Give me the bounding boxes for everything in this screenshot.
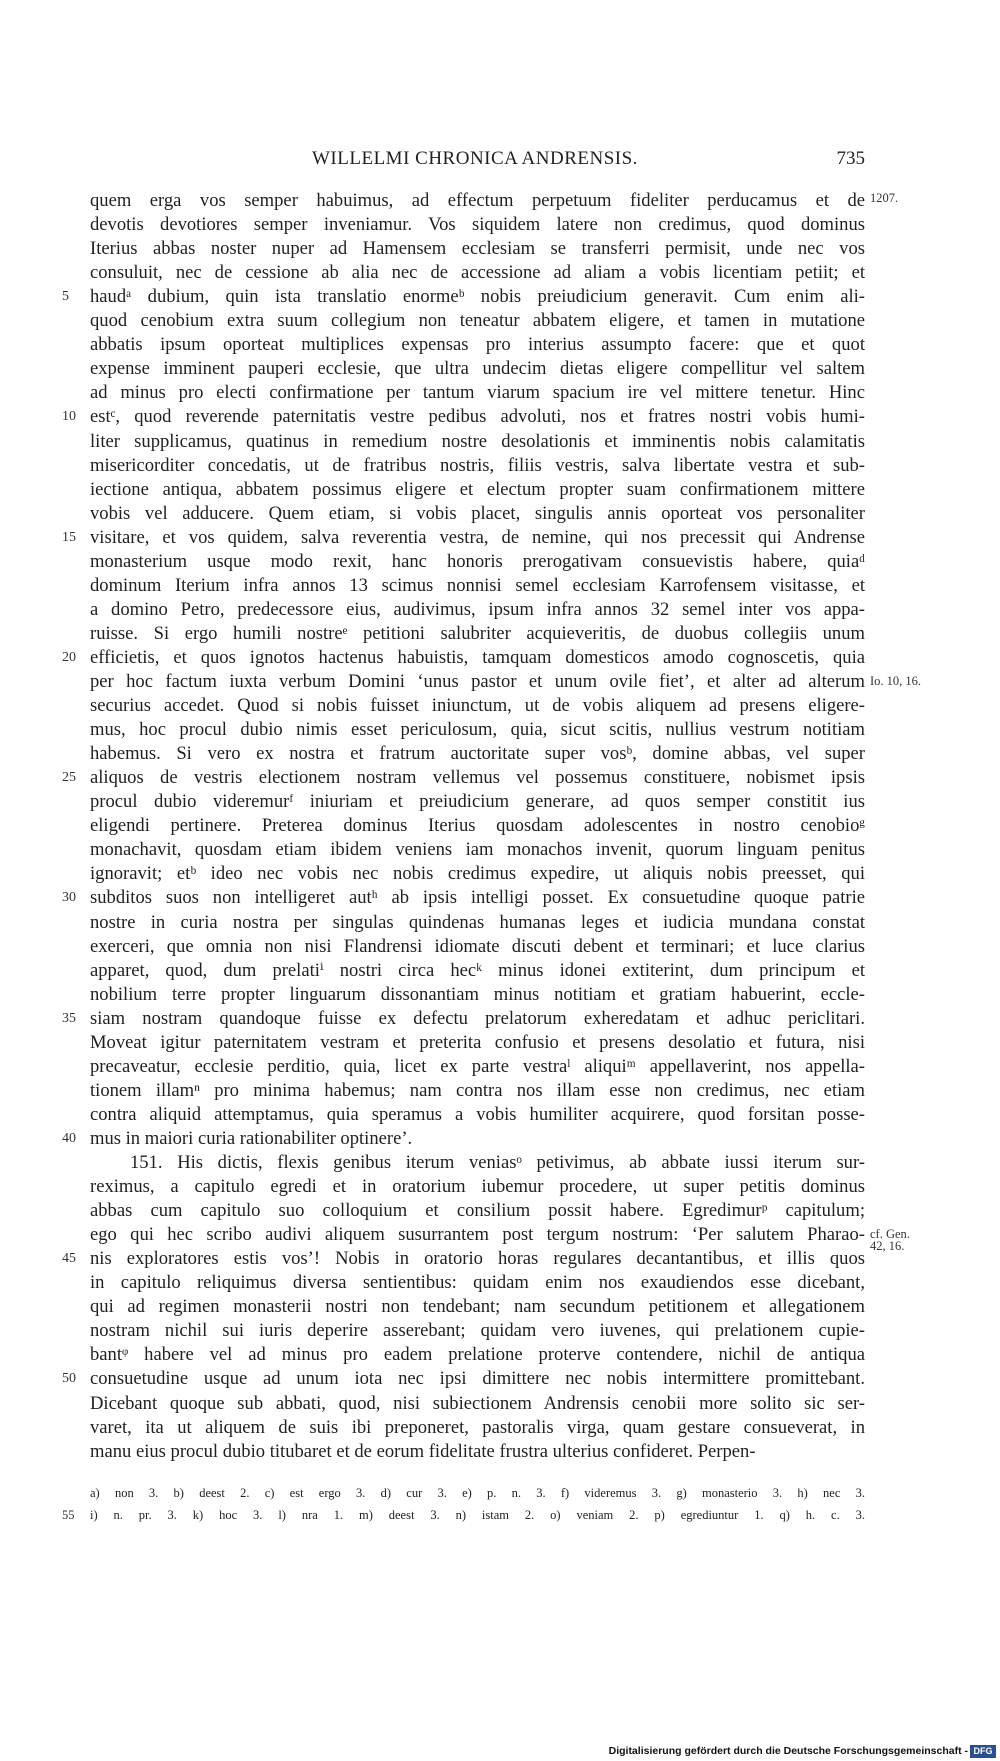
text-line: habemus. Si vero ex nostra et fratrum auctoritate super vosᵇ, domine abbas, vel super	[90, 743, 865, 765]
text-line: securius accedet. Quod si nobis fuisset iniunctum, ut de vobis aliquem ad presens eligere-	[90, 695, 865, 717]
text-line: manu eius procul dubio titubaret et de eorum fidelitate frustra ulterius confideret. Perpen-	[90, 1440, 756, 1462]
line-number: 30	[62, 890, 76, 906]
text-line: exerceri, que omnia non nisi Flandrensi idiomate discuti debent et terminari; et luce clarius	[90, 935, 865, 957]
text-line: precaveatur, ecclesie perditio, quia, licet ex parte vestraˡ aliquiᵐ appellaverint, nos appella-	[90, 1055, 865, 1077]
text-line: Iterius abbas noster nuper ad Hamensem ecclesiam se transferri permisit, unde nec vos	[90, 238, 865, 260]
page-title: WILLELMI CHRONICA ANDRENSIS.	[312, 148, 638, 169]
text-line: efficietis, et quos ignotos hactenus habuistis, tamquam domesticos amodo cognoscetis, quia	[90, 646, 865, 668]
text-line: mus in maiori curia rationabiliter optinere’.	[90, 1127, 413, 1149]
line-number: 50	[62, 1371, 76, 1387]
text-line: nostre in curia nostra per singulas quindenas humanas leges et iudicia mundana constat	[90, 911, 865, 933]
line-number: 25	[62, 770, 76, 786]
margin-note: 1207.	[870, 191, 899, 205]
text-line: expense imminent pauperi ecclesie, que ultra undecim dietas eligere compellitur vel saltem	[90, 358, 865, 380]
margin-note: cf. Gen.	[870, 1227, 910, 1242]
margin-note: Io. 10, 16.	[870, 674, 922, 688]
text-line: devotis devotiores semper inveniamur. Vos siquidem latere non credimus, quod dominus	[90, 214, 865, 236]
text-line: quem erga vos semper habuimus, ad effectum perpetuum fideliter perducamus et de	[90, 190, 865, 211]
text-line: a domino Petro, predecessore eius, audivimus, ipsum infra annos 32 semel inter vos appa-	[90, 598, 865, 620]
footnote-line: a) non 3. b) deest 2. c) est ergo 3. d) cur 3. e) p. n. 3. f) videremus 3. g) monasterio 3. h) nec 3.	[90, 1486, 865, 1500]
text-line: qui ad regimen monasterii nostri non tendebant; nam secundum petitionem et allegationem	[90, 1296, 865, 1318]
funding-credit: Digitalisierung gefördert durch die Deutsche Forschungsgemeinschaft -	[608, 1745, 968, 1757]
text-line: monachavit, quosdam etiam ibidem veniens iam monachos invenit, quorum linguam penitus	[90, 839, 865, 861]
line-number: 5	[62, 289, 69, 305]
text-line: ad minus pro electi confirmatione per tantum viarum spacium ire vel mittere tenetur. Hinc	[90, 382, 865, 404]
text-line: varet, ita ut aliquem de suis ibi preponeret, pastoralis virga, quam gestare consueverat, in	[90, 1416, 865, 1438]
text-line: bantᵠ habere vel ad minus pro eadem prelatione proterve contendere, nichil de antiqua	[90, 1344, 865, 1366]
text-line: ruisse. Si ergo humili nostreᵉ petitioni salubriter acquieveritis, de duobus collegiis unum	[90, 622, 865, 644]
line-number: 35	[62, 1010, 76, 1026]
text-line: haudᵃ dubium, quin ista translatio enormeᵇ nobis preiudicium generavit. Cum enim ali-	[90, 286, 865, 308]
line-number: 15	[62, 529, 76, 545]
text-line: contra aliquid attemptamus, quia speramus a vobis humiliter acquirere, quod forsitan posse-	[90, 1103, 865, 1125]
text-line: liter supplicamus, quatinus in remedium nostre desolationis et imminentis nobis calamitatis	[90, 430, 865, 452]
text-line: estᶜ, quod reverende paternitatis vestre pedibus advoluti, nos et fratres nostri vobis humi-	[90, 406, 865, 428]
text-line: visitare, et vos quidem, salva reverentia vestra, de nemine, qui nos precessit qui Andrense	[90, 526, 865, 548]
line-number: 55	[62, 1508, 75, 1522]
text-line: abbatis ipsum oporteat multiplices expensas pro interius assumpto facere: que et quot	[90, 334, 865, 356]
text-line: Moveat igitur paternitatem vestram et preterita confusio et presens desolatio et futura, nisi	[90, 1031, 865, 1053]
text-line: aliquos de vestris electionem nostram vellemus vel possemus constituere, nobismet ipsis	[90, 767, 865, 789]
line-number: 20	[62, 649, 76, 665]
running-header	[0, 148, 1000, 178]
text-line: siam nostram quandoque fuisse ex defectu prelatorum exheredatam et adhuc periclitari.	[90, 1007, 865, 1029]
text-line: nobilium terre propter linguarum dissonantiam minus notitiam et gratiam habuerint, eccle-	[90, 983, 865, 1005]
line-number: 45	[62, 1251, 76, 1267]
text-line: nis exploratores estis vos’! Nobis in oratorio horas regulares decantantibus, et illis quos	[90, 1248, 865, 1270]
text-line: misericorditer concedatis, ut de fratribus nostris, filiis vestris, salva libertate vestra et sub-	[90, 454, 865, 476]
text-line: in capitulo reliquimus diversa sentientibus: quidam enim nos exaudiendos esse dicebant,	[90, 1272, 865, 1294]
text-line: ignoravit; etᵇ ideo nec vobis nec nobis credimus expedire, ut aliquis nobis preesset, qui	[90, 863, 865, 885]
page-number: 735	[836, 148, 865, 169]
text-line: consuluit, nec de cessione ab alia nec de accessione ad aliam a vobis licentiam petiit; et	[90, 262, 865, 284]
text-line: subditos suos non intelligeret autʰ ab ipsis intelligi posset. Ex consuetudine quoque patrie	[90, 887, 865, 909]
text-line: consuetudine usque ad unum iota nec ipsi dimittere nec nobis intermittere promittebant.	[90, 1368, 865, 1390]
text-line: monasterium usque modo rexit, hanc honoris prerogativam consuevistis habere, quiaᵈ	[90, 550, 865, 572]
text-line: ego qui hec scribo audivi aliquem susurrantem post tergum nostrum: ‘Per salutem Pharao-	[90, 1224, 865, 1246]
text-line: eligendi pertinere. Preterea dominus Iterius quosdam adolescentes in nostro cenobioᵍ	[90, 815, 865, 837]
text-line: nostram nichil sui iuris deperire asserebant; quidam vero iuvenes, qui prelationem cupie-	[90, 1320, 865, 1342]
margin-note: 42, 16.	[870, 1239, 905, 1254]
text-line: procul dubio videremurᶠ iniuriam et preiudicium generare, ad quos semper constitit ius	[90, 791, 865, 813]
dfg-logo: DFG	[970, 1745, 996, 1758]
text-line: dominum Iterium infra annos 13 scimus nonnisi semel ecclesiam Karrofensem visitasse, et	[90, 574, 865, 596]
text-line: mus, hoc procul dubio nimis esset periculosum, quia, sicut scitis, nullius vestrum notitiam	[90, 719, 865, 741]
text-line: vobis vel adducere. Quem etiam, si vobis placet, singulis annis oporteat vos personaliter	[90, 502, 865, 524]
text-line: per hoc factum iuxta verbum Domini ‘unus pastor et unum ovile fiet’, et alter ad alterum	[90, 671, 865, 692]
footer	[0, 1743, 1000, 1761]
text-line: Dicebant quoque sub abbati, quod, nisi subiectionem Andrensis cenobii more solito sic ser-	[90, 1392, 865, 1414]
line-number: 40	[62, 1130, 76, 1146]
line-number: 10	[62, 409, 76, 425]
text-line: iectione antiqua, abbatem possimus eligere et electum propter suam confirmationem mittere	[90, 478, 865, 500]
text-line: apparet, quod, dum prelatiⁱ nostri circa hecᵏ minus idonei extiterint, dum principum et	[90, 959, 865, 981]
text-line: abbas cum capitulo suo colloquium et consilium possit habere. Egredimurᵖ capitulum;	[90, 1200, 865, 1222]
footnote-line: i) n. pr. 3. k) hoc 3. l) nra 1. m) deest 3. n) istam 2. o) veniam 2. p) egrediuntur 1. q) h. c. 3.	[90, 1508, 865, 1522]
text-line: quod cenobium extra suum collegium non teneatur abbatem eligere, et tamen in mutatione	[90, 310, 865, 332]
text-line: reximus, a capitulo egredi et in oratorium iubemur procedere, ut super petitis dominus	[90, 1176, 865, 1198]
text-line: tionem illamⁿ pro minima habemus; nam contra nos illam esse non credimus, nec etiam	[90, 1079, 865, 1101]
text-line: 151. His dictis, flexis genibus iterum veniasᵒ petivimus, ab abbate iussi iterum sur-	[130, 1152, 865, 1173]
